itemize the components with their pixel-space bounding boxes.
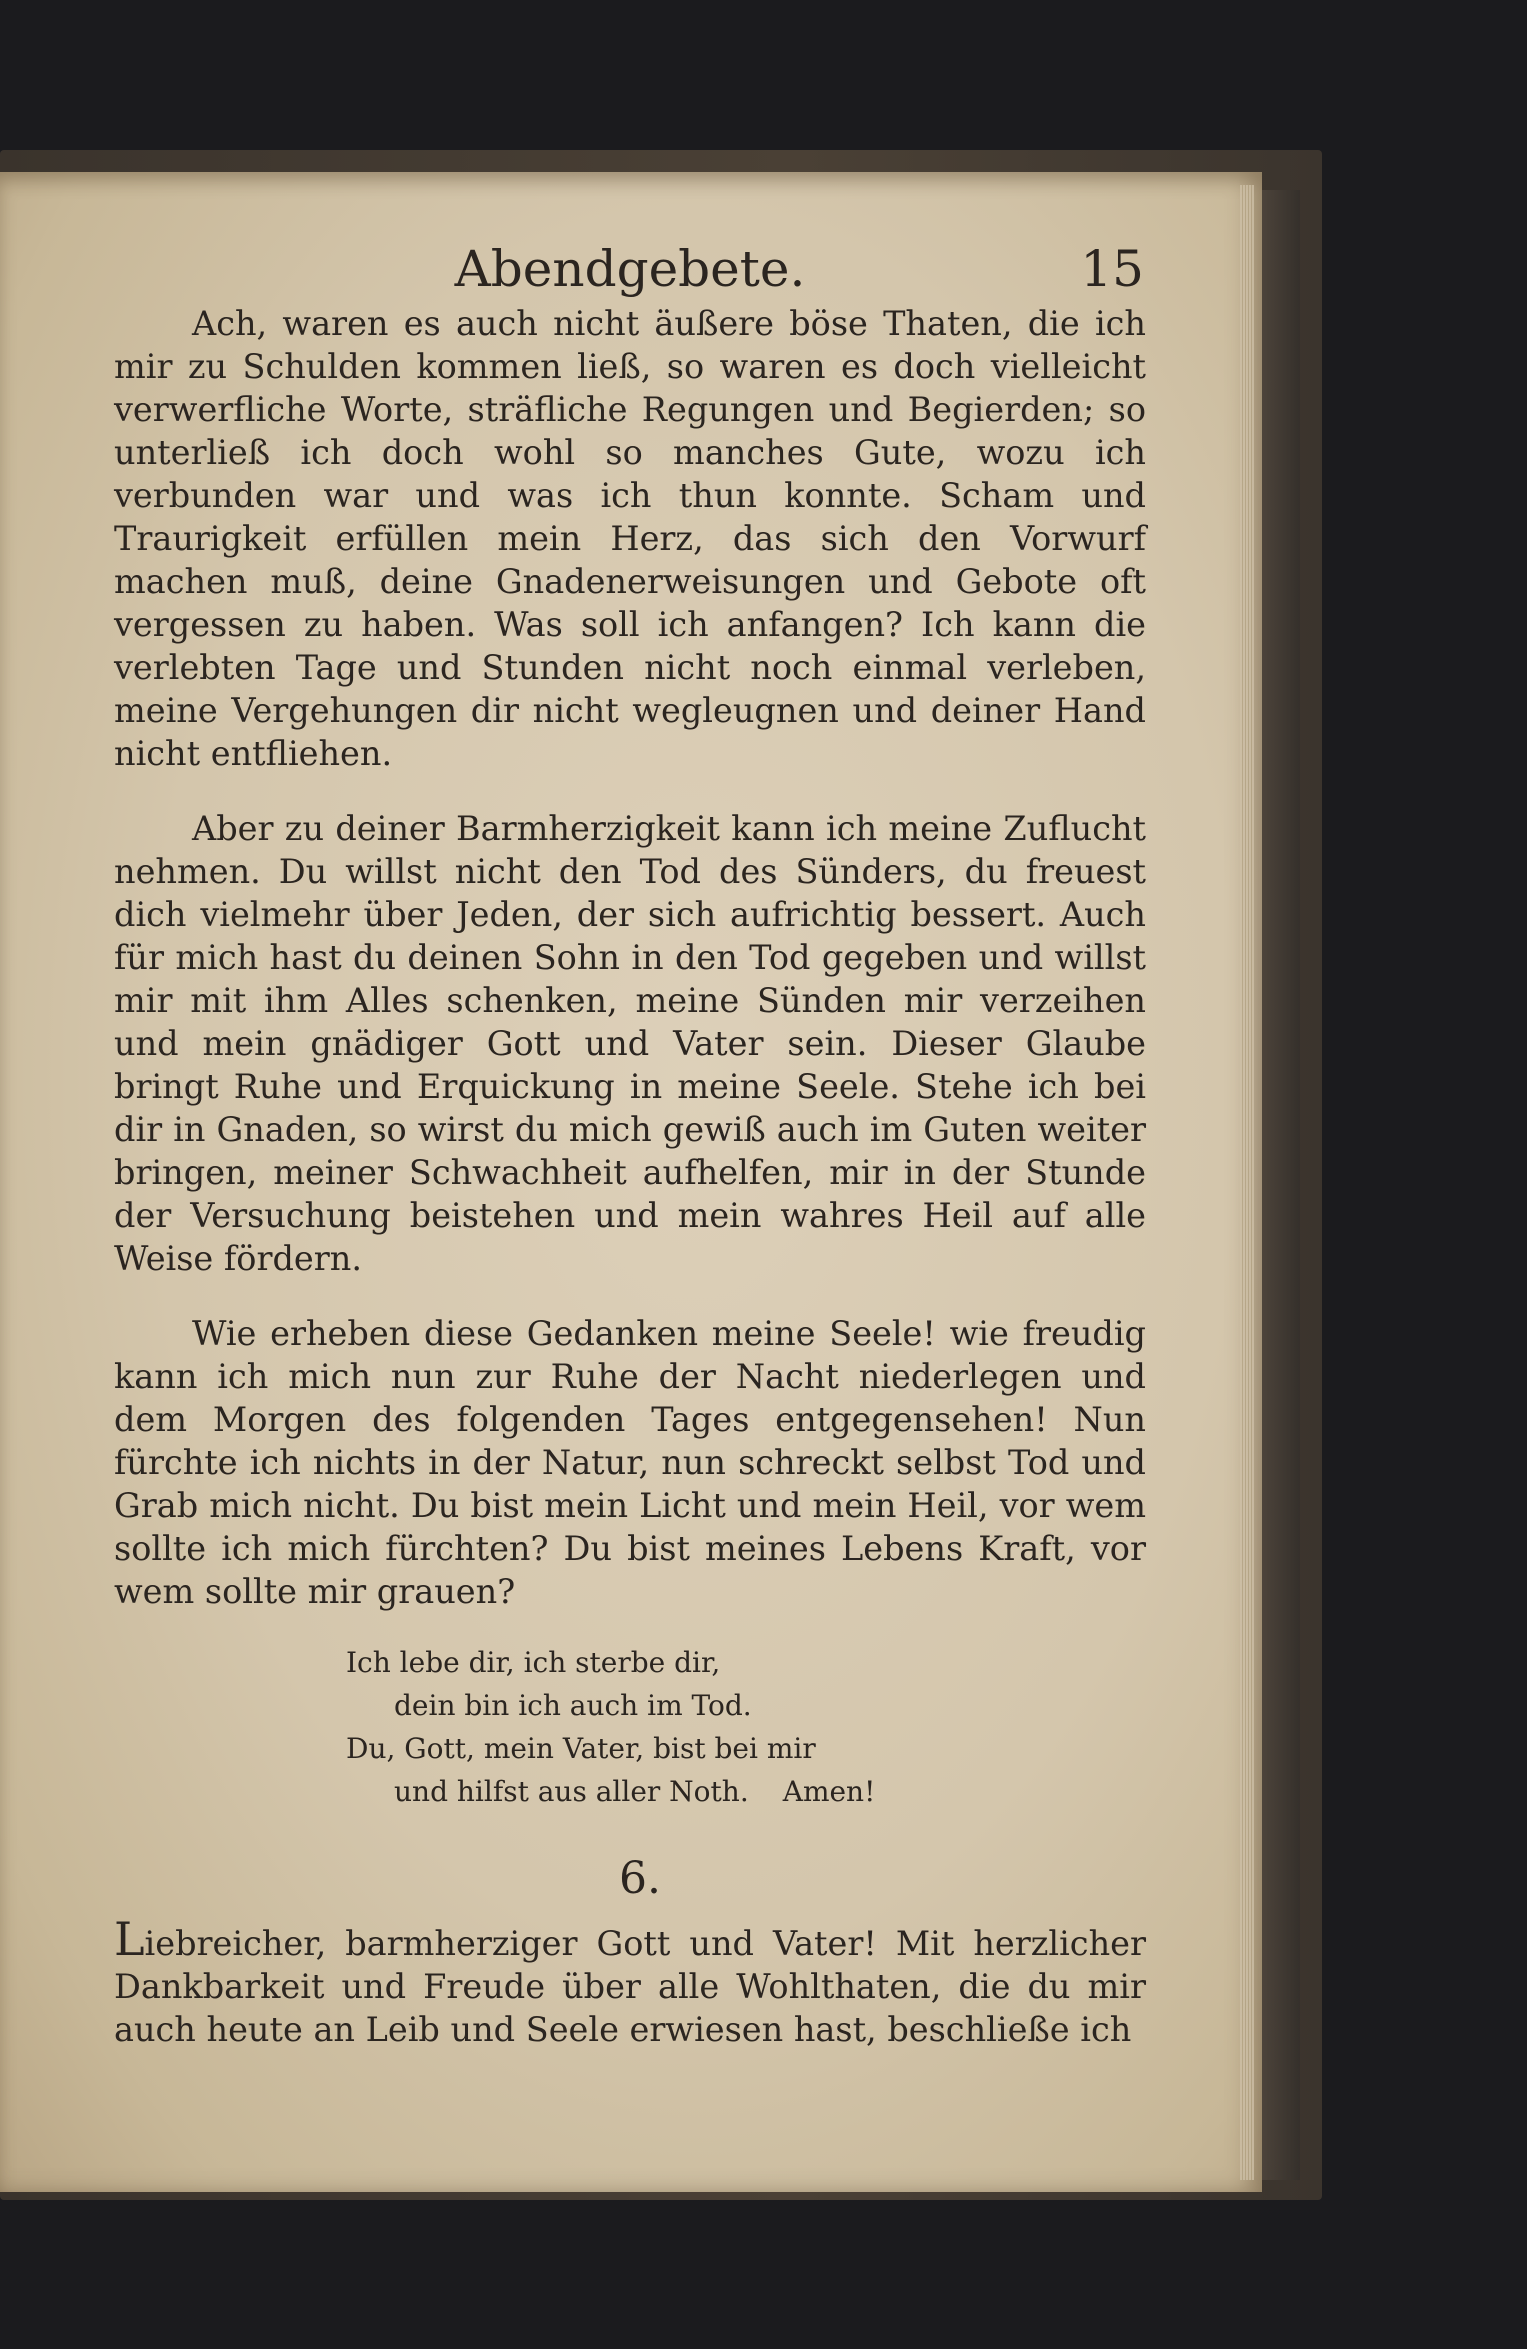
verse-block [346,1641,1146,1813]
section-paragraph [114,1912,1146,2051]
paragraph-1: Ach, waren es auch nicht äußere böse Thaten, die ich mir zu Schulden kommen ließ, so waren es doch vielleicht verwerfliche Worte, sträfliche Regungen und Begierden; so unterließ ich doch wohl so manches Gute, wozu ich verbunden war und was ich thun konnte. Scham und Traurigkeit erfüllen mein Herz, das sich den Vorwurf machen muß, deine Gnadenerweisungen und Gebote oft vergessen zu haben. Was soll ich anfangen? Ich kann die verlebten Tage und Stunden nicht noch einmal verleben, meine Vergehungen dir nicht wegleugnen und deiner Hand nicht entfliehen. [114,304,1146,773]
paragraph-gap [114,775,1146,807]
paragraph-gap [114,1280,1146,1312]
section-text: iebreicher, barmherziger Gott und Vater! Mit herzlicher Dankbarkeit und Freude über alle Wohlthaten, die du mir auch heute an Leib und Seele erwiesen hast, beschließe ich [114,1924,1146,2049]
page-number: 15 [1080,240,1144,298]
page-header [114,232,1146,302]
verse-line-3: Du, Gott, mein Vater, bist bei mir [346,1732,816,1765]
verse-line-4 [346,1770,1146,1813]
page-content [114,232,1146,2051]
paragraph-3: Wie erheben diese Gedanken meine Seele! wie freudig kann ich mich nun zur Ruhe der Nacht niederlegen und dem Morgen des folgenden Tages entgegensehen! Nun fürchte ich nichts in der Natur, nun schreckt selbst Tod und Grab mich nicht. Du bist mein Licht und mein Heil, vor wem sollte ich mich fürchten? Du bist meines Lebens Kraft, vor wem sollte mir grauen? [114,1314,1146,1611]
verse-line-1: Ich lebe dir, ich sterbe dir, [346,1646,721,1679]
verse-amen: Amen! [782,1775,876,1808]
verse-line-2: dein bin ich auch im Tod. [394,1689,752,1722]
running-head: Abendgebete. [454,240,806,298]
section-number: 6. [619,1853,661,1904]
page-edges [1240,185,1254,2180]
drop-cap: L [114,1912,145,1966]
paragraph-2: Aber zu deiner Barmherzigkeit kann ich meine Zuflucht nehmen. Du willst nicht den Tod des Sünders, du freuest dich vielmehr über Jeden, der sich aufrichtig bessert. Auch für mich hast du deinen Sohn in den Tod gegeben und willst mir mit ihm Alles schenken, meine Sünden mir verzeihen und mein gnädiger Gott und Vater sein. Dieser Glaube bringt Ruhe und Erquickung in meine Seele. Stehe ich bei dir in Gnaden, so wirst du mich gewiß auch im Guten weiter bringen, meiner Schwachheit aufhelfen, mir in der Stunde der Versuchung beistehen und mein wahres Heil auf alle Weise fördern. [114,809,1146,1278]
verse-line-4-text: und hilfst aus aller Noth. [394,1775,749,1808]
